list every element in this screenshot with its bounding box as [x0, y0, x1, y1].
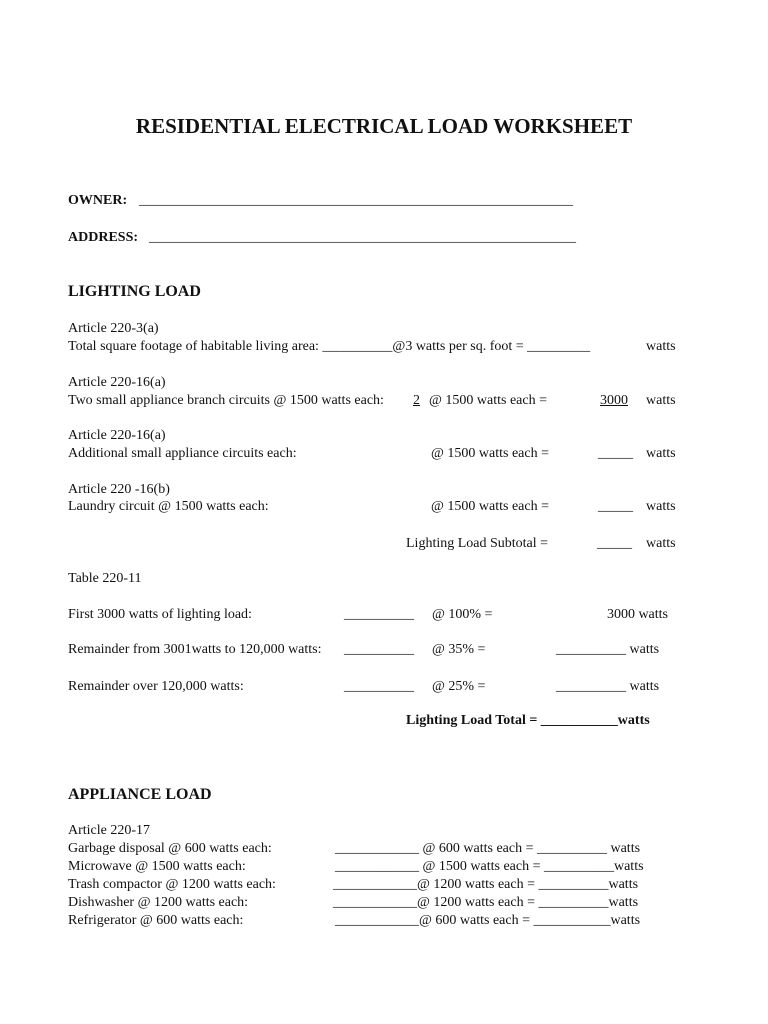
- laundry-circuit-mult: @ 1500 watts each =: [431, 499, 549, 514]
- small-appliance-unit: watts: [646, 393, 676, 408]
- trash-compactor-label: Trash compactor @ 1200 watts each:: [68, 877, 276, 892]
- additional-circuits-blank[interactable]: _____: [598, 446, 633, 461]
- article-220-16a: Article 220-16(a): [68, 375, 166, 390]
- laundry-circuit-blank[interactable]: _____: [598, 499, 633, 514]
- small-appliance-value[interactable]: 3000: [600, 393, 628, 408]
- table-220-11: Table 220-11: [68, 571, 142, 586]
- article-220-16a-additional: Article 220-16(a): [68, 428, 166, 443]
- tier-3-label: Remainder over 120,000 watts:: [68, 679, 244, 694]
- tier-1-blank[interactable]: __________: [344, 607, 414, 622]
- article-220-16b: Article 220 -16(b): [68, 482, 170, 497]
- lighting-subtotal-label: Lighting Load Subtotal =: [406, 536, 549, 551]
- microwave-label: Microwave @ 1500 watts each:: [68, 859, 246, 874]
- garbage-disposal-label: Garbage disposal @ 600 watts each:: [68, 841, 272, 856]
- refrigerator-label: Refrigerator @ 600 watts each:: [68, 913, 244, 928]
- dishwasher-calc[interactable]: ____________@ 1200 watts each = __________watts: [333, 895, 639, 910]
- tier-2-label: Remainder from 3001watts to 120,000 watts:: [68, 642, 322, 657]
- living-area-unit: watts: [646, 339, 676, 354]
- address-field[interactable]: _____________________________________________________________: [149, 230, 576, 245]
- small-appliance-desc: Two small appliance branch circuits @ 1500 watts each:: [68, 393, 384, 408]
- page-title: RESIDENTIAL ELECTRICAL LOAD WORKSHEET: [135, 114, 633, 138]
- lighting-load-heading: LIGHTING LOAD: [68, 283, 201, 300]
- small-appliance-mult: @ 1500 watts each =: [429, 393, 547, 408]
- microwave-calc[interactable]: ____________ @ 1500 watts each = __________watts: [335, 859, 644, 874]
- owner-label: OWNER:: [68, 193, 128, 208]
- living-area-line[interactable]: Total square footage of habitable living area: __________@3 watts per sq. foot = _________: [68, 339, 591, 354]
- tier-1-pct: @ 100% =: [432, 607, 493, 622]
- owner-field[interactable]: ______________________________________________________________: [139, 193, 573, 208]
- tier-2-pct: @ 35% =: [432, 642, 486, 657]
- refrigerator-calc[interactable]: ____________@ 600 watts each = ___________watts: [335, 913, 641, 928]
- additional-circuits-desc: Additional small appliance circuits each:: [68, 446, 297, 461]
- additional-circuits-mult: @ 1500 watts each =: [431, 446, 549, 461]
- laundry-circuit-unit: watts: [646, 499, 676, 514]
- tier-1-label: First 3000 watts of lighting load:: [68, 607, 252, 622]
- appliance-load-heading: APPLIANCE LOAD: [68, 786, 212, 803]
- tier-3-pct: @ 25% =: [432, 679, 486, 694]
- trash-compactor-calc[interactable]: ____________@ 1200 watts each = __________watts: [333, 877, 639, 892]
- address-label: ADDRESS:: [68, 230, 139, 245]
- lighting-subtotal-unit: watts: [646, 536, 676, 551]
- dishwasher-label: Dishwasher @ 1200 watts each:: [68, 895, 249, 910]
- garbage-disposal-calc[interactable]: ____________ @ 600 watts each = __________ watts: [335, 841, 641, 856]
- additional-circuits-unit: watts: [646, 446, 676, 461]
- tier-3-blank[interactable]: __________: [344, 679, 414, 694]
- tier-3-result[interactable]: __________ watts: [556, 679, 660, 694]
- tier-1-result: 3000 watts: [606, 607, 668, 622]
- tier-2-result[interactable]: __________ watts: [556, 642, 660, 657]
- laundry-circuit-desc: Laundry circuit @ 1500 watts each:: [68, 499, 269, 514]
- lighting-subtotal-blank[interactable]: _____: [597, 536, 632, 551]
- article-220-17: Article 220-17: [68, 823, 151, 838]
- article-220-3a: Article 220-3(a): [68, 321, 159, 336]
- tier-2-blank[interactable]: __________: [344, 642, 414, 657]
- lighting-load-total[interactable]: Lighting Load Total = ___________watts: [406, 713, 650, 728]
- small-appliance-qty[interactable]: 2: [413, 393, 420, 408]
